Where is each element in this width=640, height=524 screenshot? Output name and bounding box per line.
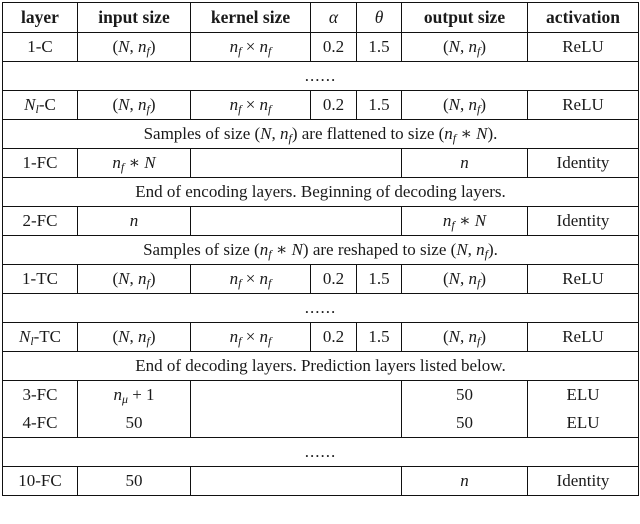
cell-input-size: (N, $n_f$) xyxy=(78,91,191,120)
row-fc-4 xyxy=(3,409,639,438)
row-ellipsis-1 xyxy=(3,62,639,91)
cell-merged-empty xyxy=(191,409,402,438)
cell-merged-empty xyxy=(191,467,402,496)
cell-layer: $N_l-TC$ xyxy=(3,323,78,352)
cell-layer: 10-FC xyxy=(3,467,78,496)
row-fc-1 xyxy=(3,149,639,178)
row-tconv-1 xyxy=(3,265,639,294)
cell-output-size: n xyxy=(402,149,528,178)
ellipsis-text: ...... xyxy=(3,438,639,467)
row-ellipsis-2 xyxy=(3,294,639,323)
col-header-output-size: output size xyxy=(402,3,528,33)
row-conv-nl xyxy=(3,91,639,120)
layer-architecture-table xyxy=(2,2,639,496)
row-ellipsis-3 xyxy=(3,438,639,467)
row-note-flatten xyxy=(3,120,639,149)
row-conv-1 xyxy=(3,33,639,62)
col-header-input-size: input size xyxy=(78,3,191,33)
cell-layer: $N_l-C$ xyxy=(3,91,78,120)
cell-output-size: (N, $n_f$) xyxy=(402,33,528,62)
cell-layer: 1-TC xyxy=(3,265,78,294)
cell-theta-value: 1.5 xyxy=(357,265,402,294)
row-fc-2 xyxy=(3,207,639,236)
cell-alpha-value: 0.2 xyxy=(311,33,357,62)
cell-input-size: (N, $n_f$) xyxy=(78,33,191,62)
cell-output-size: (N, $n_f$) xyxy=(402,265,528,294)
cell-alpha-value: 0.2 xyxy=(311,323,357,352)
cell-output-size: 50 xyxy=(402,381,528,410)
cell-activation: ELU xyxy=(528,409,639,438)
cell-input-size: (N, $n_f$) xyxy=(78,323,191,352)
row-fc-3 xyxy=(3,381,639,410)
cell-activation: Identity xyxy=(528,207,639,236)
cell-theta-value: 1.5 xyxy=(357,33,402,62)
cell-merged-empty xyxy=(191,207,402,236)
cell-layer: 4-FC xyxy=(3,409,78,438)
col-header-activation: activation xyxy=(528,3,639,33)
note-text: End of encoding layers. Beginning of decoding layers. xyxy=(3,178,639,207)
note-text: Samples of size (N, $n_f$) are flattened to size ($n_f$ ∗ N). xyxy=(3,120,639,149)
cell-activation: Identity xyxy=(528,467,639,496)
col-header-theta: θ xyxy=(357,3,402,33)
cell-layer: 2-FC xyxy=(3,207,78,236)
cell-layer: 1-C xyxy=(3,33,78,62)
row-note-reshape xyxy=(3,236,639,265)
cell-merged-empty xyxy=(191,149,402,178)
cell-output-size: $n_f$ ∗ N xyxy=(402,207,528,236)
cell-alpha-value: 0.2 xyxy=(311,91,357,120)
row-fc-10 xyxy=(3,467,639,496)
cell-theta-value: 1.5 xyxy=(357,323,402,352)
cell-activation: Identity xyxy=(528,149,639,178)
note-text: End of decoding layers. Prediction layers listed below. xyxy=(3,352,639,381)
cell-merged-empty xyxy=(191,381,402,410)
cell-output-size: 50 xyxy=(402,409,528,438)
cell-input-size: $n_\mu + 1$ xyxy=(78,381,191,410)
ellipsis-text: ...... xyxy=(3,62,639,91)
row-tconv-nl xyxy=(3,323,639,352)
cell-alpha-value: 0.2 xyxy=(311,265,357,294)
cell-output-size: (N, $n_f$) xyxy=(402,323,528,352)
cell-input-size: 50 xyxy=(78,409,191,438)
cell-kernel-size: $n_f \times n_f$ xyxy=(191,265,311,294)
cell-kernel-size: $n_f \times n_f$ xyxy=(191,323,311,352)
cell-layer: 3-FC xyxy=(3,381,78,410)
row-note-decoding-end xyxy=(3,352,639,381)
ellipsis-text: ...... xyxy=(3,294,639,323)
cell-kernel-size: $n_f \times n_f$ xyxy=(191,91,311,120)
cell-activation: ReLU xyxy=(528,265,639,294)
cell-layer: 1-FC xyxy=(3,149,78,178)
cell-input-size: n xyxy=(78,207,191,236)
cell-kernel-size: $n_f \times n_f$ xyxy=(191,33,311,62)
cell-input-size: $n_f$ ∗ N xyxy=(78,149,191,178)
col-header-alpha: α xyxy=(311,3,357,33)
table-header-row xyxy=(3,3,639,33)
note-text: Samples of size ($n_f$ ∗ N) are reshaped to size (N, $n_f$). xyxy=(3,236,639,265)
col-header-layer: layer xyxy=(3,3,78,33)
cell-activation: ReLU xyxy=(528,323,639,352)
cell-output-size: (N, $n_f$) xyxy=(402,91,528,120)
cell-activation: ELU xyxy=(528,381,639,410)
cell-output-size: n xyxy=(402,467,528,496)
cell-activation: ReLU xyxy=(528,33,639,62)
cell-input-size: 50 xyxy=(78,467,191,496)
row-note-encoding-end xyxy=(3,178,639,207)
col-header-kernel-size: kernel size xyxy=(191,3,311,33)
cell-theta-value: 1.5 xyxy=(357,91,402,120)
cell-input-size: (N, $n_f$) xyxy=(78,265,191,294)
cell-activation: ReLU xyxy=(528,91,639,120)
